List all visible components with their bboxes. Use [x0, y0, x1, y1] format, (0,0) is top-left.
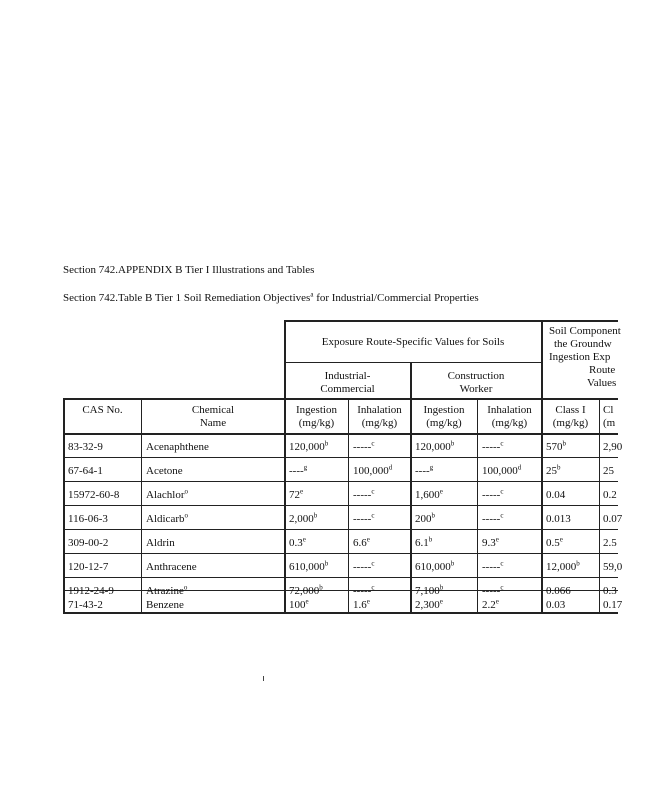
cell-cw-ing: 6.1$^b$: [415, 535, 433, 549]
cell-class2: 25: [603, 465, 614, 477]
cell-cw-ing: ----$^g$: [415, 463, 434, 477]
cell-ic-inh: -----$^c$: [353, 559, 375, 573]
cell-name: Aldicarb$^o$: [146, 511, 188, 525]
exposure-route-header: Exposure Route-Specific Values for Soils: [321, 336, 505, 348]
class-i-header: Class I (mg/kg): [552, 404, 589, 429]
cell-cw-inh: -----$^c$: [482, 487, 504, 501]
section-title: Section 742.APPENDIX B Tier I Illustrations and Tables: [63, 264, 315, 276]
cell-ic-inh: -----$^c$: [353, 439, 375, 453]
cell-cas: 309-00-2: [68, 537, 109, 549]
construction-worker-header: Construction Worker: [447, 370, 505, 395]
cell-class2: 59,0: [603, 561, 623, 573]
cell-ic-inh: -----$^c$: [353, 487, 375, 501]
cell-name: Benzene: [146, 599, 184, 611]
class-ii-header: Cl (m: [603, 404, 616, 429]
cell-ic-ing: ----$^g$: [289, 463, 308, 477]
cell-cas: 15972-60-8: [68, 489, 120, 501]
cell-ic-ing: 120,000$^b$: [289, 439, 329, 453]
cell-class2: 2,90: [603, 441, 623, 453]
table-title: Section 742.Table B Tier 1 Soil Remediation Objectives$^a$ for Industrial/Commercial Properties: [63, 290, 479, 304]
cw-inhalation-header: Inhalation (mg/kg): [487, 404, 532, 429]
cell-cas: 83-32-9: [68, 441, 103, 453]
cell-cw-inh: -----$^c$: [482, 439, 504, 453]
cell-ic-ing: 100e: [289, 597, 309, 611]
cell-cw-inh: 2.2e: [482, 597, 499, 611]
cell-class2: 0.2: [603, 489, 617, 501]
cell-name: Atrazine$^o$: [146, 583, 188, 597]
cell-class2: 2.5: [603, 537, 617, 549]
cell-class1: 0.066: [546, 585, 571, 597]
cell-class2: 0.17: [603, 599, 623, 611]
cell-cas: 120-12-7: [68, 561, 109, 573]
ic-inhalation-header: Inhalation (mg/kg): [357, 404, 402, 429]
cell-name: Acenaphthene: [146, 441, 209, 453]
cell-class1: 25$^b$: [546, 463, 561, 477]
cell-name: Aldrin: [146, 537, 175, 549]
cell-class1: 12,000$^b$: [546, 559, 580, 573]
cell-class2: 0.07: [603, 513, 623, 525]
cell-name: Acetone: [146, 465, 183, 477]
cell-cas: 1912-24-9: [68, 585, 114, 597]
cell-ic-ing: 2,000$^b$: [289, 511, 318, 525]
cell-name: Alachlor$^o$: [146, 487, 188, 501]
chemical-name-header: Chemical Name: [191, 404, 235, 429]
cell-name: Anthracene: [146, 561, 197, 573]
cell-ic-ing: 72e: [289, 487, 304, 501]
page-mark: [263, 676, 264, 681]
cell-class1: 0.04: [546, 489, 566, 501]
cell-cw-inh: -----$^c$: [482, 559, 504, 573]
industrial-commercial-header: Industrial- Commercial: [320, 370, 375, 395]
ic-ingestion-header: Ingestion (mg/kg): [296, 404, 337, 429]
cell-class2: 0.3: [603, 585, 617, 597]
cell-class1: 0.013: [546, 513, 571, 525]
cell-cw-ing: 610,000$^b$: [415, 559, 455, 573]
cell-cas: 116-06-3: [68, 513, 108, 525]
cell-cw-ing: 120,000$^b$: [415, 439, 455, 453]
cell-cw-ing: 2,300e: [415, 597, 443, 611]
cell-ic-inh: 100,000$^d$: [353, 463, 393, 477]
cell-class1: 0.03: [546, 599, 566, 611]
cell-class1: 0.5e: [546, 535, 563, 549]
cell-ic-inh: -----$^c$: [353, 583, 375, 597]
cell-ic-inh: -----$^c$: [353, 511, 375, 525]
cell-class1: 570$^b$: [546, 439, 566, 453]
cell-ic-ing: 72,000$^b$: [289, 583, 323, 597]
cw-ingestion-header: Ingestion (mg/kg): [423, 404, 465, 429]
cell-cw-inh: 9.3e: [482, 535, 499, 549]
soil-component-header: Soil Component the Groundw Ingestion Exp Route Values: [549, 325, 621, 389]
cell-ic-inh: 1.6e: [353, 597, 370, 611]
cell-cw-inh: -----$^c$: [482, 583, 504, 597]
cell-cw-inh: -----$^c$: [482, 511, 504, 525]
cell-ic-ing: 610,000$^b$: [289, 559, 329, 573]
cell-ic-inh: 6.6e: [353, 535, 370, 549]
cas-no-header: CAS No.: [82, 404, 123, 416]
cell-cw-inh: 100,000$^d$: [482, 463, 522, 477]
cell-cw-ing: 7,100$^b$: [415, 583, 444, 597]
cell-cas: 71-43-2: [68, 599, 103, 611]
cell-cw-ing: 1,600e: [415, 487, 443, 501]
cell-ic-ing: 0.3e: [289, 535, 306, 549]
cell-cw-ing: 200$^b$: [415, 511, 435, 525]
cell-cas: 67-64-1: [68, 465, 103, 477]
